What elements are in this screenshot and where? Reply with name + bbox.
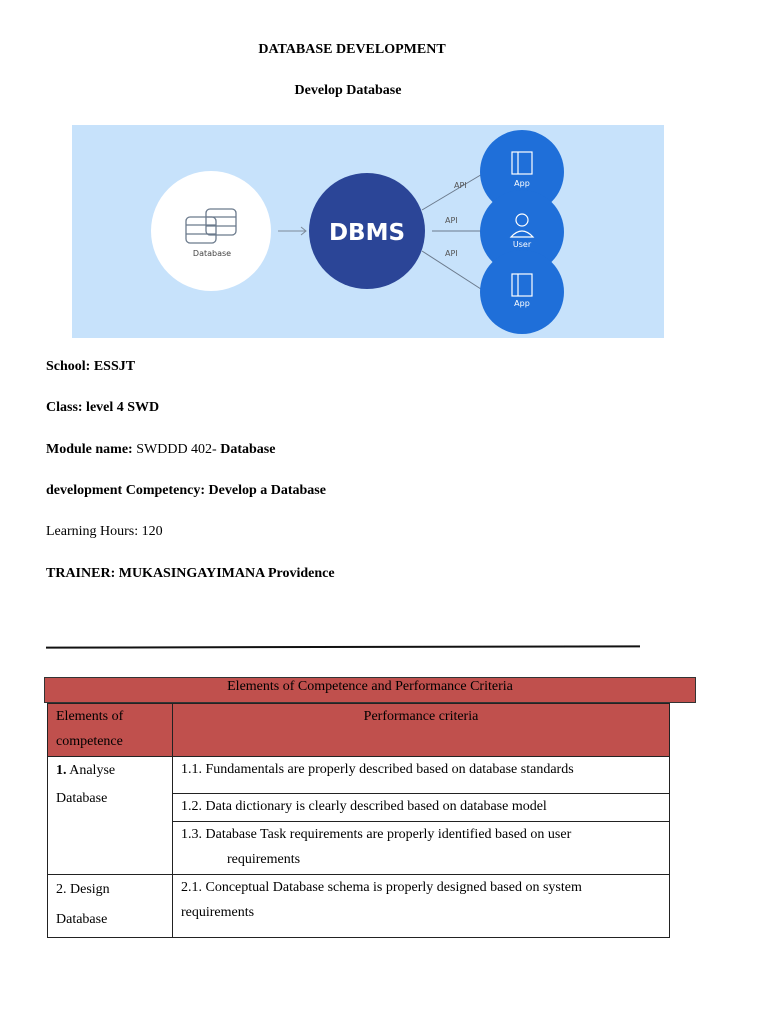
header-elements-cell	[48, 704, 173, 757]
criteria-2-1	[173, 875, 670, 938]
dbms-diagram	[72, 125, 664, 338]
header-criteria-cell: Performance criteria	[173, 704, 670, 757]
document-title: DATABASE DEVELOPMENT	[258, 42, 446, 57]
trainer-line: TRAINER: MUKASINGAYIMANA Providence	[46, 566, 335, 581]
table-row	[48, 875, 670, 938]
module-title: Database	[220, 442, 276, 457]
criteria-1-2: 1.2. Data dictionary is clearly described based on database model	[173, 794, 670, 822]
criteria-1-3	[173, 822, 670, 875]
api-label-2: API	[445, 216, 458, 225]
module-code: SWDDD 402-	[136, 442, 217, 457]
database-label: Database	[192, 249, 232, 258]
module-line	[46, 442, 275, 458]
school-line: School: ESSJT	[46, 359, 136, 374]
api-label-1: API	[454, 181, 467, 190]
element-1-line1	[56, 757, 164, 785]
horizontal-rule	[46, 645, 640, 648]
element-2-line2: Database	[56, 912, 108, 927]
element-cell-1	[48, 757, 173, 875]
header-elements-line2: competence	[56, 734, 123, 749]
class-line: Class: level 4 SWD	[46, 400, 160, 415]
element-1-line2: Database	[56, 791, 108, 806]
element-1-number: 1.	[56, 763, 67, 778]
user-label: User	[512, 240, 532, 249]
learning-hours-line: Learning Hours: 120	[46, 524, 163, 539]
criteria-1-1: 1.1. Fundamentals are properly described based on database standards	[173, 757, 670, 794]
element-cell-2	[48, 875, 173, 938]
database-node	[151, 171, 271, 291]
table-row	[48, 757, 670, 794]
api-label-3: API	[445, 249, 458, 258]
app-label-top: App	[514, 179, 530, 188]
element-2-line1: 2. Design	[56, 882, 110, 897]
dbms-node	[309, 173, 425, 289]
dbms-label: DBMS	[328, 220, 406, 246]
app-node-bottom	[480, 250, 564, 334]
element-1-name: Analyse	[69, 763, 116, 778]
table-header-row	[48, 704, 670, 757]
module-label: Module name:	[46, 442, 133, 457]
table-caption: Elements of Competence and Performance Criteria	[44, 677, 696, 703]
document-subtitle: Develop Database	[294, 83, 402, 98]
app-label-bottom: App	[514, 299, 530, 308]
competency-line: development Competency: Develop a Database	[46, 483, 326, 498]
competence-table	[47, 703, 670, 938]
header-elements-line1: Elements of	[56, 709, 124, 724]
criteria-1-3-line2: requirements	[227, 852, 301, 867]
criteria-2-1-line1: 2.1. Conceptual Database schema is properly designed based on system	[181, 880, 582, 895]
criteria-1-3-line1: 1.3. Database Task requirements are properly identified based on user	[181, 827, 572, 842]
criteria-2-1-line2: requirements	[181, 905, 255, 920]
